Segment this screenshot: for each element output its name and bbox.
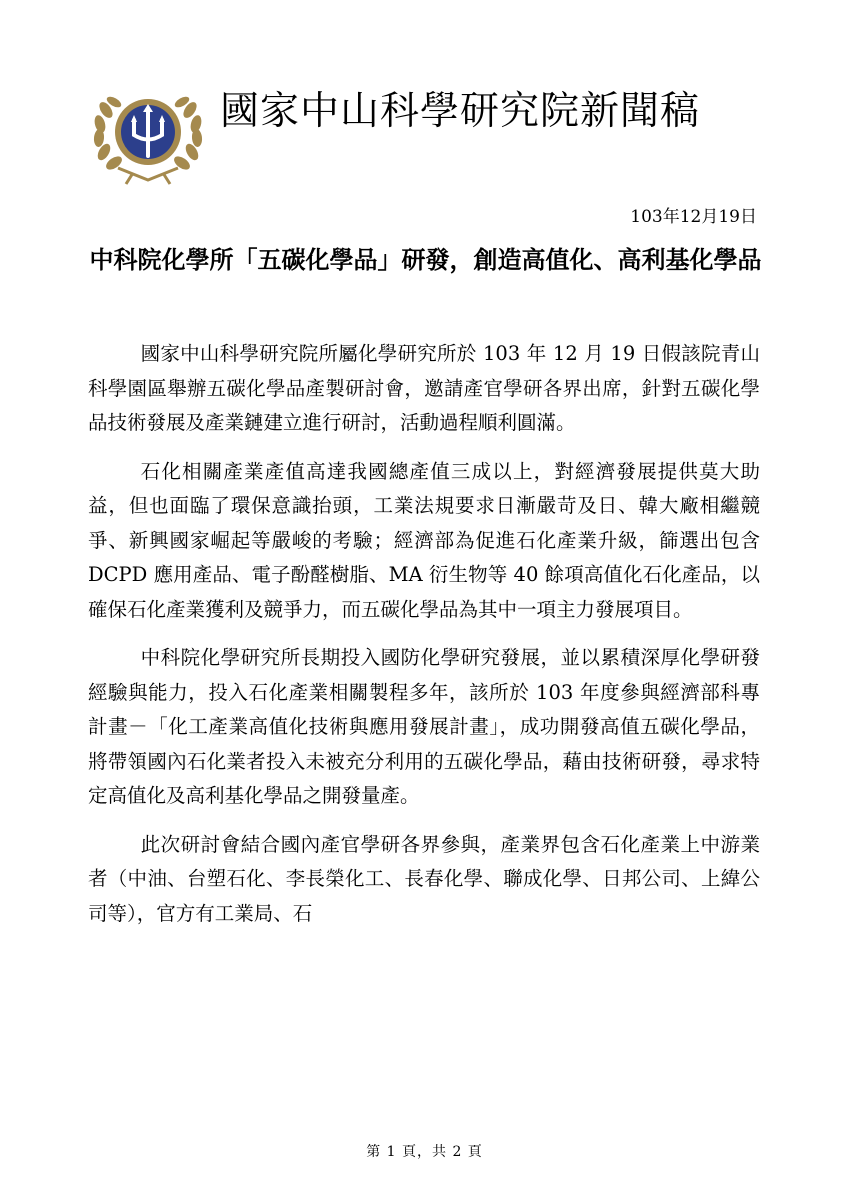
- body-paragraph: 石化相關產業產值高達我國總產值三成以上，對經濟發展提供莫大助益，但也面臨了環保意識抬頭，工業法規要求日漸嚴苛及日、韓大廠相繼競爭、新興國家崛起等嚴峻的考驗；經濟部為促進石化產業升級，篩選出包含 DCPD 應用產品、電子酚醛樹脂、MA 衍生物等 40 餘項高值化石化產品，以確保石化產業獲利及競爭力，而五碳化學品為其中一項主力發展項目。: [88, 459, 760, 621]
- organization-title: 國家中山科學研究院新聞稿: [220, 89, 701, 134]
- page-number-footer: 第 1 頁，共 2 頁: [366, 1144, 483, 1160]
- institute-emblem-icon: [88, 80, 208, 185]
- press-release-headline: 中科院化學所「五碳化學品」研發，創造高值化、高利基化學品: [89, 245, 762, 274]
- press-release-date: 103年12月19日: [630, 207, 757, 227]
- document-header: [88, 80, 788, 190]
- body-paragraph: 此次研討會結合國內產官學研各界參與，產業界包含石化產業上中游業者（中油、台塑石化、李長榮化工、長春化學、聯成化學、日邦公司、上緯公司等），官方有工業局、石: [88, 832, 760, 925]
- body-paragraph: 中科院化學研究所長期投入國防化學研究發展，並以累積深厚化學研發經驗與能力，投入石化產業相關製程多年，該所於 103 年度參與經濟部科專計畫－「化工產業高值化技術與應用發展計畫」，成功開發高值五碳化學品，將帶領國內石化業者投入未被充分利用的五碳化學品，藉由技術研發，尋求特定高值化及高利基化學品之開發量產。: [88, 646, 760, 807]
- press-release-body: [88, 337, 760, 945]
- body-paragraph: 國家中山科學研究院所屬化學研究所於 103 年 12 月 19 日假該院青山科學園區舉辦五碳化學品產製研討會，邀請產官學研各界出席，針對五碳化學品技術發展及產業鏈建立進行研討，活動過程順利圓滿。: [88, 342, 760, 434]
